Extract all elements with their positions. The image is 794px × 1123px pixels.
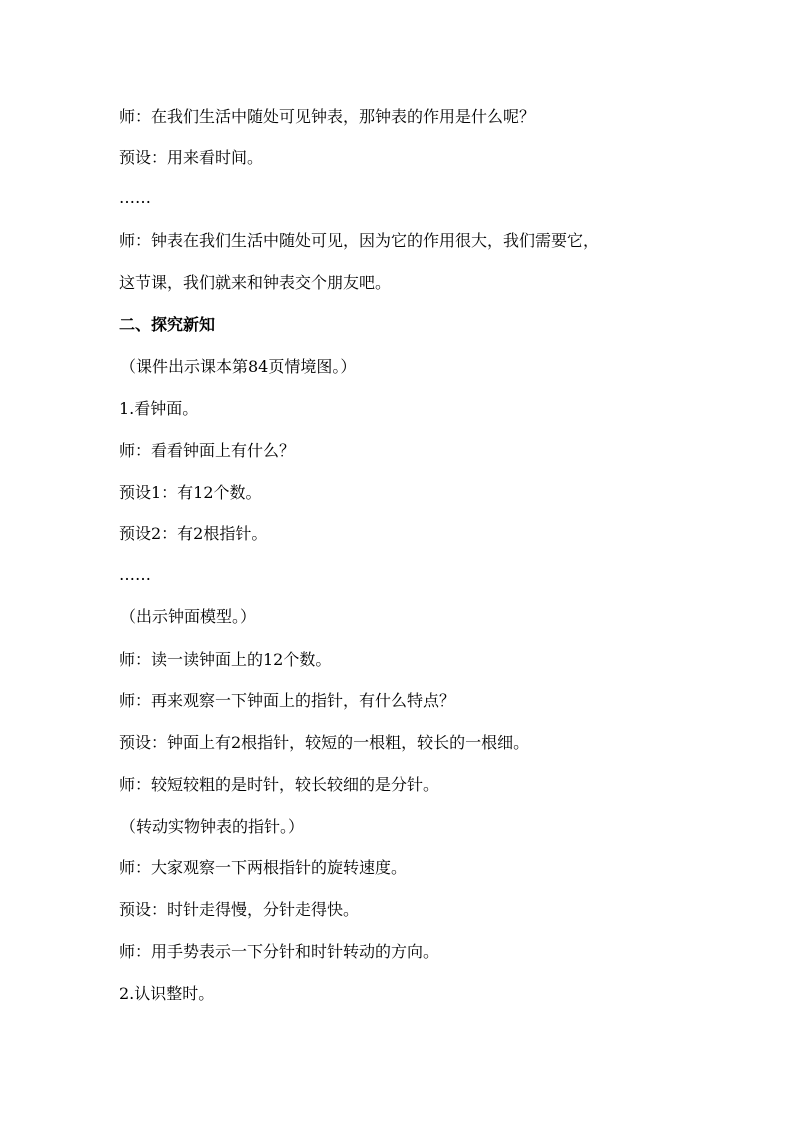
section-heading: 二、探究新知 — [119, 315, 216, 334]
text-line: 师：看看钟面上有什么？ — [119, 441, 296, 460]
text-line: 师：大家观察一下两根指针的旋转速度。 — [119, 858, 408, 877]
text-line: 师：在我们生活中随处可见钟表，那钟表的作用是什么呢？ — [119, 107, 536, 126]
subsection-heading: 2.认识整时。 — [119, 984, 215, 1003]
text-line: 师：读一读钟面上的12个数。 — [119, 650, 332, 669]
subsection-heading: 1.看钟面。 — [119, 399, 199, 418]
text-line: 师：再来观察一下钟面上的指针，有什么特点？ — [119, 691, 456, 710]
text-line: 师：用手势表示一下分针和时针转动的方向。 — [119, 942, 440, 961]
ellipsis-line: …… — [119, 565, 151, 584]
text-line: 预设：时针走得慢，分针走得快。 — [119, 900, 360, 919]
text-line: 师：较短较粗的是时针，较长较细的是分针。 — [119, 775, 440, 794]
text-line: 师：钟表在我们生活中随处可见，因为它的作用很大，我们需要它， — [119, 231, 600, 250]
text-line: （课件出示课本第84页情境图。） — [120, 357, 357, 376]
text-line: 预设2：有2根指针。 — [119, 524, 268, 543]
text-line: （出示钟面模型。） — [120, 607, 257, 626]
ellipsis-line: …… — [119, 188, 151, 207]
text-line: 这节课，我们就来和钟表交个朋友吧。 — [119, 273, 392, 292]
text-line: 预设1：有12个数。 — [119, 483, 262, 502]
text-line: 预设：用来看时间。 — [119, 148, 264, 167]
text-line: （转动实物钟表的指针。） — [120, 817, 305, 836]
text-line: 预设：钟面上有2根指针，较短的一根粗，较长的一根细。 — [119, 733, 530, 752]
